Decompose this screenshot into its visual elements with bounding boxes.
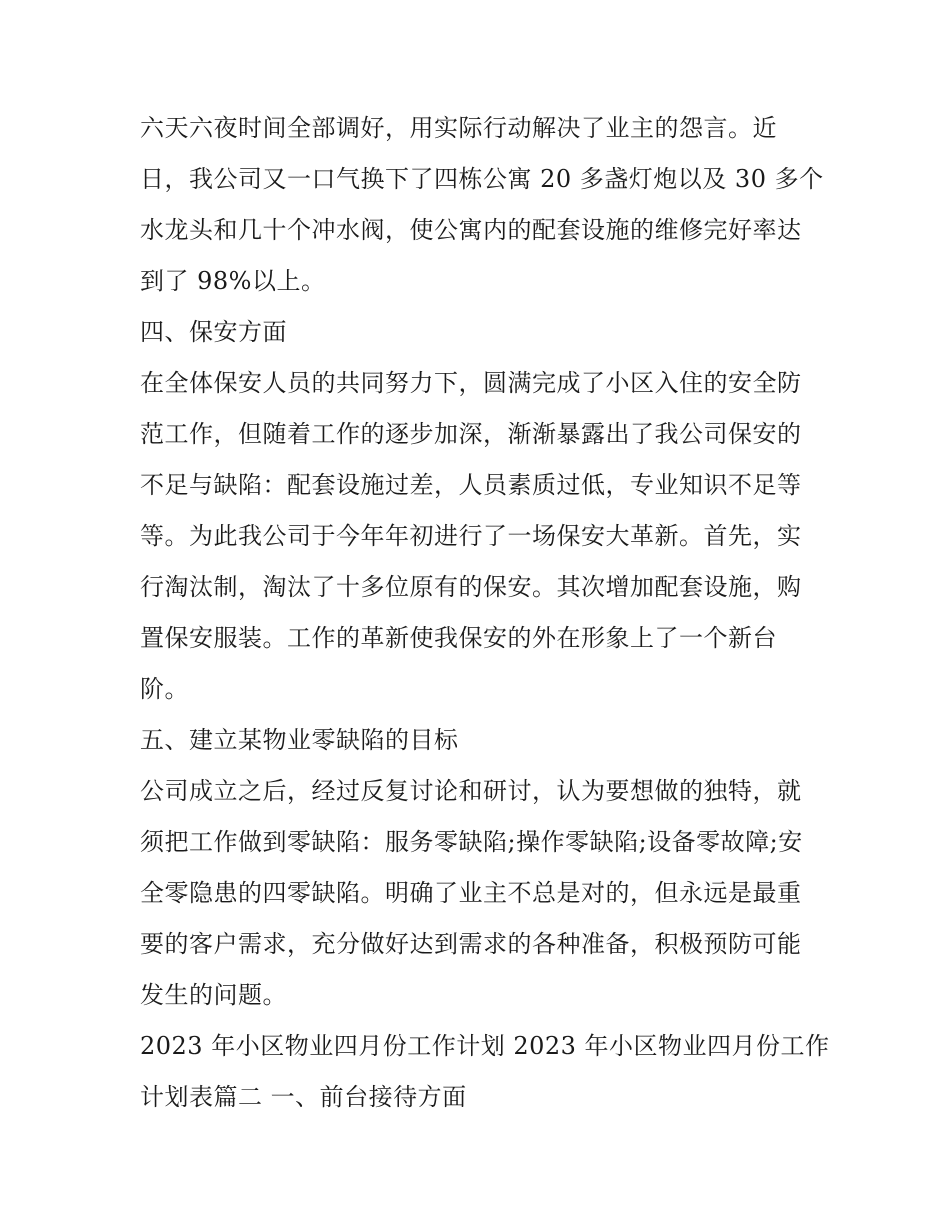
paragraph-line: 水龙头和几十个冲水阀，使公寓内的配套设施的维修完好率达 — [140, 216, 802, 244]
paragraph-line: 公司成立之后，经过反复讨论和研讨，认为要想做的独特，就 — [140, 777, 802, 805]
paragraph-line: 2023 年小区物业四月份工作计划 2023 年小区物业四月份工作 — [140, 1032, 830, 1060]
paragraph-line: 在全体保安人员的共同努力下，圆满完成了小区入住的安全防 — [140, 369, 802, 397]
paragraph-line: 计划表篇二 一、前台接待方面 — [140, 1083, 467, 1111]
paragraph-line: 等。为此我公司于今年年初进行了一场保安大革新。首先，实 — [140, 522, 802, 550]
paragraph-line: 阶。 — [140, 675, 189, 703]
paragraph-line: 置保安服装。工作的革新使我保安的外在形象上了一个新台 — [140, 624, 777, 652]
paragraph-line: 行淘汰制，淘汰了十多位原有的保安。其次增加配套设施，购 — [140, 573, 802, 601]
paragraph-line: 不足与缺陷：配套设施过差，人员素质过低，专业知识不足等 — [140, 471, 802, 499]
paragraph-line: 范工作，但随着工作的逐步加深，渐渐暴露出了我公司保安的 — [140, 420, 802, 448]
paragraph-line: 到了 98%以上。 — [140, 267, 326, 295]
paragraph-line: 六天六夜时间全部调好，用实际行动解决了业主的怨言。近 — [140, 114, 777, 142]
section-heading: 四、保安方面 — [140, 318, 287, 346]
document-body — [140, 103, 830, 1123]
paragraph-line: 须把工作做到零缺陷：服务零缺陷;操作零缺陷;设备零故障;安 — [140, 828, 803, 856]
section-heading: 五、建立某物业零缺陷的目标 — [140, 726, 459, 754]
paragraph-line: 发生的问题。 — [140, 981, 287, 1009]
paragraph-line: 日，我公司又一口气换下了四栋公寓 20 多盏灯炮以及 30 多个 — [140, 165, 824, 193]
paragraph-line: 全零隐患的四零缺陷。明确了业主不总是对的，但永远是最重 — [140, 879, 802, 907]
paragraph-line: 要的客户需求，充分做好达到需求的各种准备，积极预防可能 — [140, 930, 802, 958]
